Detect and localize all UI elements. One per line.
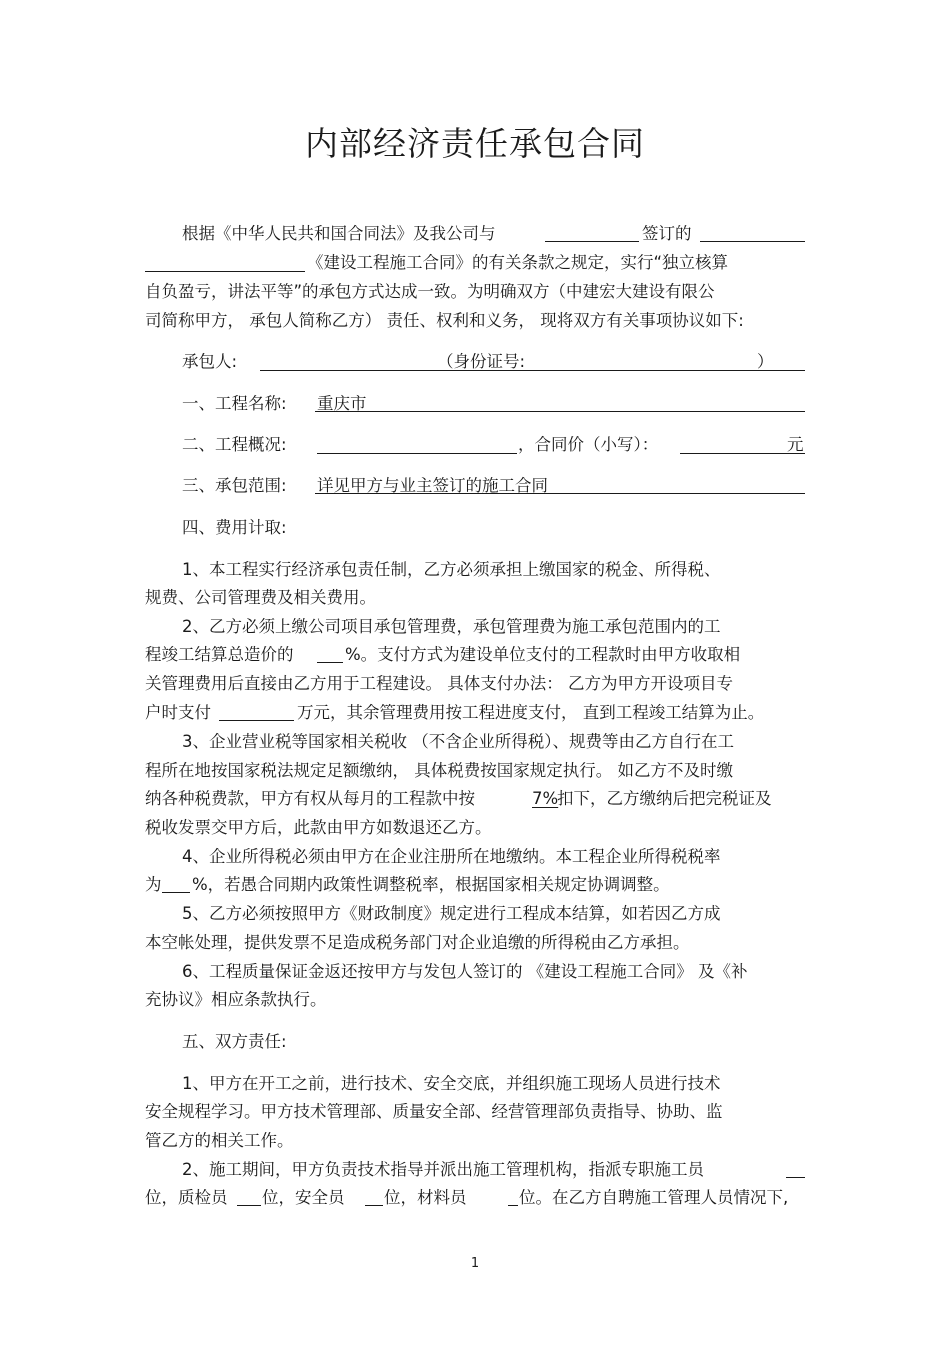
fees-heading: 四、费用计取: bbox=[182, 518, 287, 537]
duty-item-1-line-2: 安全规程学习。甲方技术管理部、质量安全部、经营管理部负责指导、协助、监 bbox=[145, 1102, 723, 1121]
fee-item-3-line-3-post: 扣下，乙方缴纳后把完税证及 bbox=[557, 789, 772, 808]
fee-item-2-line-2-pre: 程竣工结算总造价的 bbox=[145, 645, 294, 664]
overview-field[interactable] bbox=[317, 453, 517, 454]
contractor-label: 承包人: bbox=[182, 352, 238, 371]
fee-item-6-line-1: 6、工程质量保证金返还按甲方与发包人签订的 《建设工程施工合同》 及《补 bbox=[182, 962, 748, 981]
construction-staff-count-blank[interactable] bbox=[786, 1177, 805, 1178]
fee-item-2-line-1: 2、乙方必须上缴公司项目承包管理费，承包管理费为施工承包范围内的工 bbox=[182, 617, 721, 636]
fee-item-5-line-2: 本空帐处理，提供发票不足造成税务部门对企业追缴的所得税由乙方承担。 bbox=[145, 933, 690, 952]
project-name-field[interactable] bbox=[315, 411, 805, 412]
duty-item-1-line-3: 管乙方的相关工作。 bbox=[145, 1131, 294, 1150]
fee-item-6-line-2: 充协议》相应条款执行。 bbox=[145, 990, 327, 1009]
income-tax-rate-blank[interactable] bbox=[162, 892, 190, 893]
scope-label: 三、承包范围: bbox=[182, 476, 287, 495]
contract-name-blank-2[interactable] bbox=[145, 271, 305, 272]
duty-item-2-seg-4: 位。在乙方自聘施工管理人员情况下, bbox=[519, 1188, 789, 1207]
fee-item-3-line-3-pre: 纳各种税费款，甲方有权从每月的工程款中按 bbox=[145, 789, 475, 808]
overview-label: 二、工程概况: bbox=[182, 435, 287, 454]
id-number-close: ） bbox=[757, 352, 774, 371]
duty-item-2-seg-2: 位，安全员 bbox=[262, 1188, 345, 1207]
project-name-label: 一、工程名称: bbox=[182, 394, 287, 413]
fee-item-3-line-4: 税收发票交甲方后，此款由甲方如数退还乙方。 bbox=[145, 818, 492, 837]
contract-name-blank-1[interactable] bbox=[700, 241, 805, 242]
fee-item-2-line-4-post: 万元，其余管理费用按工程进度支付， 直到工程竣工结算为止。 bbox=[297, 703, 765, 722]
fee-item-1-line-2: 规费、公司管理费及相关费用。 bbox=[145, 588, 376, 607]
intro-line-1a: 根据《中华人民共和国合同法》及我公司与 bbox=[182, 224, 496, 243]
price-unit: 元 bbox=[787, 435, 804, 454]
document-title: 内部经济责任承包合同 bbox=[305, 124, 645, 163]
advance-payment-blank[interactable] bbox=[219, 720, 294, 721]
tax-withhold-rate: 7% bbox=[532, 789, 559, 808]
page-number: 1 bbox=[470, 1256, 480, 1271]
duty-item-1-line-1: 1、甲方在开工之前，进行技术、安全交底，并组织施工现场人员进行技术 bbox=[182, 1074, 721, 1093]
fee-item-2-line-3: 关管理费用后直接由乙方用于工程建设。 具体支付办法： 乙方为甲方开设项目专 bbox=[145, 674, 733, 693]
fee-item-5-line-1: 5、乙方必须按照甲方《财政制度》规定进行工程成本结算，如若因乙方成 bbox=[182, 904, 721, 923]
fee-item-2-line-4-pre: 户时支付 bbox=[145, 703, 211, 722]
duty-item-2-seg-1: 位，质检员 bbox=[145, 1188, 228, 1207]
scope-value: 详见甲方与业主签订的施工合同 bbox=[317, 476, 548, 495]
safety-officer-count-blank[interactable] bbox=[365, 1205, 383, 1206]
duties-heading: 五、双方责任: bbox=[182, 1032, 287, 1051]
fee-item-4-line-1: 4、企业所得税必须由甲方在企业注册所在地缴纳。本工程企业所得税税率 bbox=[182, 847, 721, 866]
fee-item-2-line-2-post: %。支付方式为建设单位支付的工程款时由甲方收取相 bbox=[345, 645, 741, 664]
id-number-label: （身份证号: bbox=[437, 352, 526, 371]
intro-line-2: 《建设工程施工合同》的有关条款之规定，实行“独立核算 bbox=[307, 253, 729, 272]
quality-inspector-count-blank[interactable] bbox=[237, 1205, 261, 1206]
duty-item-2-line-1: 2、施工期间，甲方负责技术指导并派出施工管理机构，指派专职施工员 bbox=[182, 1160, 704, 1179]
material-clerk-count-blank[interactable] bbox=[508, 1205, 518, 1206]
intro-line-1b: 签订的 bbox=[642, 224, 692, 243]
intro-line-3: 自负盈亏，讲法平等”的承包方式达成一致。为明确双方（中建宏大建设有限公 bbox=[145, 282, 715, 301]
contractor-field[interactable] bbox=[260, 370, 805, 371]
party-blank[interactable] bbox=[545, 241, 639, 242]
fee-item-4-line-2-post: %，若愚合同期内政策性调整税率，根据国家相关规定协调调整。 bbox=[192, 875, 670, 894]
fee-item-4-line-2-pre: 为 bbox=[145, 875, 162, 894]
fee-item-1-line-1: 1、本工程实行经济承包责任制，乙方必须承担上缴国家的税金、所得税、 bbox=[182, 560, 721, 579]
fee-item-3-line-1: 3、企业营业税等国家相关税收 （不含企业所得税）、规费等由乙方自行在工 bbox=[182, 732, 734, 751]
project-name-value: 重庆市 bbox=[317, 394, 367, 413]
contract-price-label: ，合同价（小写）： bbox=[518, 435, 659, 454]
fee-item-3-line-2: 程所在地按国家税法规定足额缴纳， 具体税费按国家规定执行。 如乙方不及时缴 bbox=[145, 761, 733, 780]
management-fee-rate-blank[interactable] bbox=[317, 662, 343, 663]
duty-item-2-seg-3: 位，材料员 bbox=[384, 1188, 467, 1207]
intro-line-4: 司简称甲方， 承包人简称乙方） 责任、权利和义务， 现将双方有关事项协议如下: bbox=[145, 311, 744, 330]
